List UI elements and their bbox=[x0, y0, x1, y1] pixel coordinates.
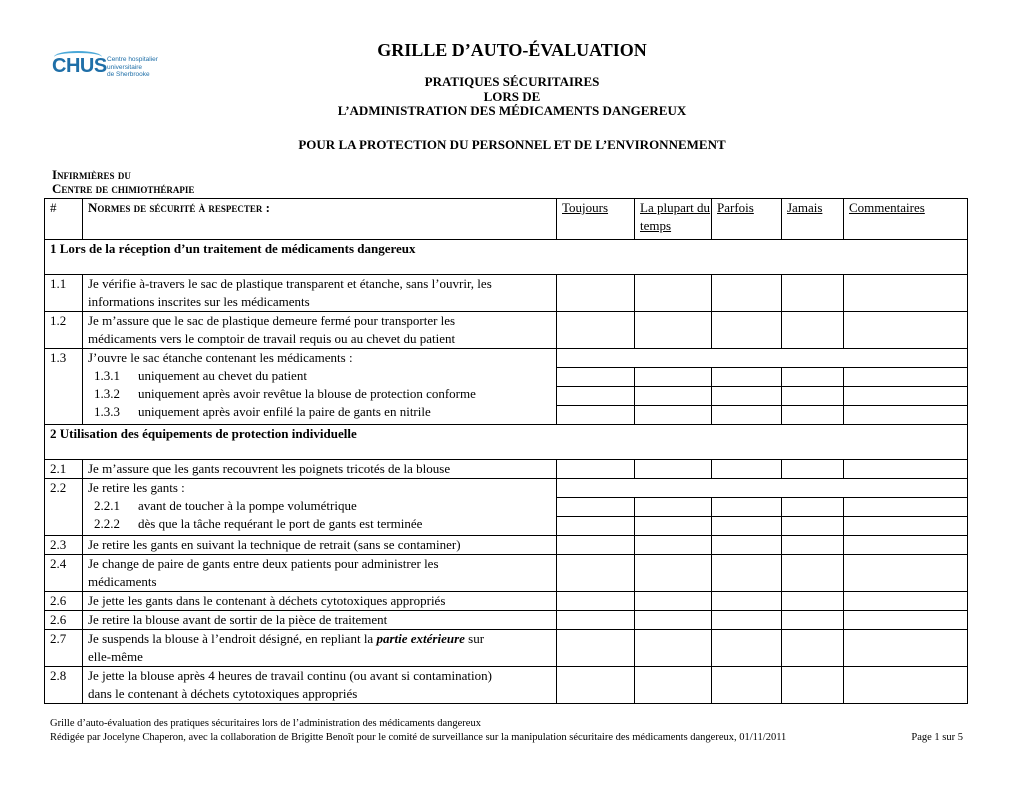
answer-cell[interactable] bbox=[557, 517, 635, 536]
section-2-title: 2 Utilisation des équipements de protection individuelle bbox=[45, 425, 968, 460]
document-title: GRILLE D’AUTO-ÉVALUATION bbox=[377, 40, 647, 60]
comment-cell[interactable] bbox=[844, 460, 968, 479]
footer-line-1: Grille d’auto-évaluation des pratiques sécuritaires lors de l’administration des médicaments dangereux bbox=[50, 718, 481, 729]
answer-cell[interactable] bbox=[635, 667, 712, 704]
answer-cell[interactable] bbox=[712, 611, 782, 630]
answer-cell[interactable] bbox=[712, 555, 782, 592]
answer-cell[interactable] bbox=[712, 536, 782, 555]
page-footer bbox=[50, 717, 970, 745]
answer-cell[interactable] bbox=[712, 312, 782, 349]
comment-cell[interactable] bbox=[844, 275, 968, 312]
answer-cell[interactable] bbox=[635, 611, 712, 630]
table-row: 2.4 Je change de paire de gants entre deux patients pour administrer les médicaments bbox=[45, 555, 968, 592]
answer-cell[interactable] bbox=[712, 498, 782, 517]
answer-cell[interactable] bbox=[635, 517, 712, 536]
table-row: 2.7 Je suspends la blouse à l’endroit désigné, en repliant la partie extérieure sur elle-même bbox=[45, 630, 968, 667]
logo-wordmark: CHUS bbox=[52, 55, 107, 77]
col-norms-header: Normes de sécurité à respecter : bbox=[83, 199, 557, 240]
answer-cell[interactable] bbox=[557, 368, 635, 387]
answer-cell[interactable] bbox=[557, 275, 635, 312]
answer-cell[interactable] bbox=[635, 387, 712, 406]
answer-cell[interactable] bbox=[557, 611, 635, 630]
answer-cell[interactable] bbox=[712, 387, 782, 406]
answer-cell[interactable] bbox=[557, 498, 635, 517]
comment-cell[interactable] bbox=[844, 387, 968, 406]
answer-cell[interactable] bbox=[782, 592, 844, 611]
comment-cell[interactable] bbox=[844, 368, 968, 387]
answer-cell[interactable] bbox=[782, 312, 844, 349]
page-number: Page 1 sur 5 bbox=[911, 732, 963, 743]
answer-cell[interactable] bbox=[557, 667, 635, 704]
answer-cell[interactable] bbox=[557, 460, 635, 479]
answer-cell[interactable] bbox=[782, 630, 844, 667]
section-1-title: 1 Lors de la réception d’un traitement de médicaments dangereux bbox=[45, 240, 968, 275]
evaluation-table bbox=[44, 198, 968, 704]
comment-cell[interactable] bbox=[844, 517, 968, 536]
answer-cell[interactable] bbox=[557, 555, 635, 592]
table-row: 2.2 Je retire les gants : 2.2.1 avant de toucher à la pompe volumétrique 2.2.2 dès que la tâche requérant le port de gants est terminée bbox=[45, 479, 968, 498]
answer-cell[interactable] bbox=[782, 275, 844, 312]
answer-cell[interactable] bbox=[635, 312, 712, 349]
answer-cell[interactable] bbox=[782, 406, 844, 425]
answer-cell[interactable] bbox=[782, 498, 844, 517]
comment-cell[interactable] bbox=[844, 406, 968, 425]
answer-cell[interactable] bbox=[635, 536, 712, 555]
answer-cell[interactable] bbox=[782, 460, 844, 479]
col-comments-header: Commentaires bbox=[844, 199, 968, 240]
answer-cell[interactable] bbox=[557, 387, 635, 406]
col-mostly-header: La plupart du temps bbox=[635, 199, 712, 240]
comment-cell[interactable] bbox=[844, 536, 968, 555]
answer-cell[interactable] bbox=[712, 667, 782, 704]
table-row: 2.6 Je jette les gants dans le contenant à déchets cytotoxiques appropriés bbox=[45, 592, 968, 611]
answer-cell[interactable] bbox=[635, 275, 712, 312]
comment-cell[interactable] bbox=[844, 555, 968, 592]
answer-cell[interactable] bbox=[712, 406, 782, 425]
comment-cell[interactable] bbox=[844, 312, 968, 349]
col-num-header: # bbox=[45, 199, 83, 240]
table-row: 1.3 J’ouvre le sac étanche contenant les médicaments : 1.3.1 uniquement au chevet du patient 1.3.2 uniquement après avoir revêtue la blouse de protection conforme 1.3.3 uniquement après avoir enfilé la paire de gants en nitrile bbox=[45, 349, 968, 368]
table-row: 2.8 Je jette la blouse après 4 heures de travail continu (ou avant si contamination) dans le contenant à déchets cytotoxiques appropriés bbox=[45, 667, 968, 704]
answer-cell[interactable] bbox=[782, 555, 844, 592]
answer-cell[interactable] bbox=[635, 498, 712, 517]
table-row: 1.1 Je vérifie à-travers le sac de plastique transparent et étanche, sans l’ouvrir, les informations inscrites sur les médicaments bbox=[45, 275, 968, 312]
answer-cell[interactable] bbox=[635, 630, 712, 667]
comment-cell[interactable] bbox=[844, 592, 968, 611]
section-1-row bbox=[45, 240, 968, 275]
answer-cell[interactable] bbox=[635, 592, 712, 611]
col-sometimes-header: Parfois bbox=[712, 199, 782, 240]
answer-cell[interactable] bbox=[635, 368, 712, 387]
answer-cell[interactable] bbox=[557, 312, 635, 349]
answer-cell[interactable] bbox=[712, 630, 782, 667]
table-row: 2.1 Je m’assure que les gants recouvrent les poignets tricotés de la blouse bbox=[45, 460, 968, 479]
answer-cell[interactable] bbox=[782, 667, 844, 704]
answer-cell[interactable] bbox=[712, 368, 782, 387]
answer-cell[interactable] bbox=[635, 555, 712, 592]
answer-cell[interactable] bbox=[782, 517, 844, 536]
section-2-row bbox=[45, 425, 968, 460]
answer-cell[interactable] bbox=[782, 387, 844, 406]
table-row: 2.6 Je retire la blouse avant de sortir de la pièce de traitement bbox=[45, 611, 968, 630]
comment-cell[interactable] bbox=[844, 498, 968, 517]
answer-cell[interactable] bbox=[635, 460, 712, 479]
document-purpose: POUR LA PROTECTION DU PERSONNEL ET DE L’ENVIRONNEMENT bbox=[298, 137, 726, 152]
col-always-header: Toujours bbox=[557, 199, 635, 240]
answer-cell[interactable] bbox=[712, 592, 782, 611]
footer-line-2: Rédigée par Jocelyne Chaperon, avec la collaboration de Brigitte Benoît pour le comité de surveillance sur la manipulation sécuritaire des médicaments dangereux, 01/11/2011 bbox=[50, 732, 787, 743]
answer-cell[interactable] bbox=[782, 611, 844, 630]
comment-cell[interactable] bbox=[844, 611, 968, 630]
target-group: Infirmières du Centre de chimiothérapie bbox=[52, 167, 195, 196]
document-subtitle: PRATIQUES SÉCURITAIRES LORS DE L’ADMINISTRATION DES MÉDICAMENTS DANGEREUX bbox=[337, 74, 687, 118]
answer-cell[interactable] bbox=[635, 406, 712, 425]
table-header-row bbox=[45, 199, 968, 240]
table-row: 1.2 Je m’assure que le sac de plastique demeure fermé pour transporter les médicaments vers le comptoir de travail requis ou au chevet du patient bbox=[45, 312, 968, 349]
answer-cell[interactable] bbox=[712, 460, 782, 479]
answer-cell[interactable] bbox=[557, 536, 635, 555]
answer-cell[interactable] bbox=[782, 368, 844, 387]
answer-cell[interactable] bbox=[557, 630, 635, 667]
answer-cell[interactable] bbox=[557, 592, 635, 611]
answer-cell[interactable] bbox=[712, 517, 782, 536]
comment-cell[interactable] bbox=[844, 630, 968, 667]
col-never-header: Jamais bbox=[782, 199, 844, 240]
answer-cell[interactable] bbox=[712, 275, 782, 312]
table-row: 2.3 Je retire les gants en suivant la technique de retrait (sans se contaminer) bbox=[45, 536, 968, 555]
comment-cell[interactable] bbox=[844, 667, 968, 704]
answer-cell[interactable] bbox=[557, 406, 635, 425]
logo-subtitle: Centre hospitalier universitaire de Sherbrooke bbox=[107, 56, 158, 78]
answer-cell[interactable] bbox=[782, 536, 844, 555]
